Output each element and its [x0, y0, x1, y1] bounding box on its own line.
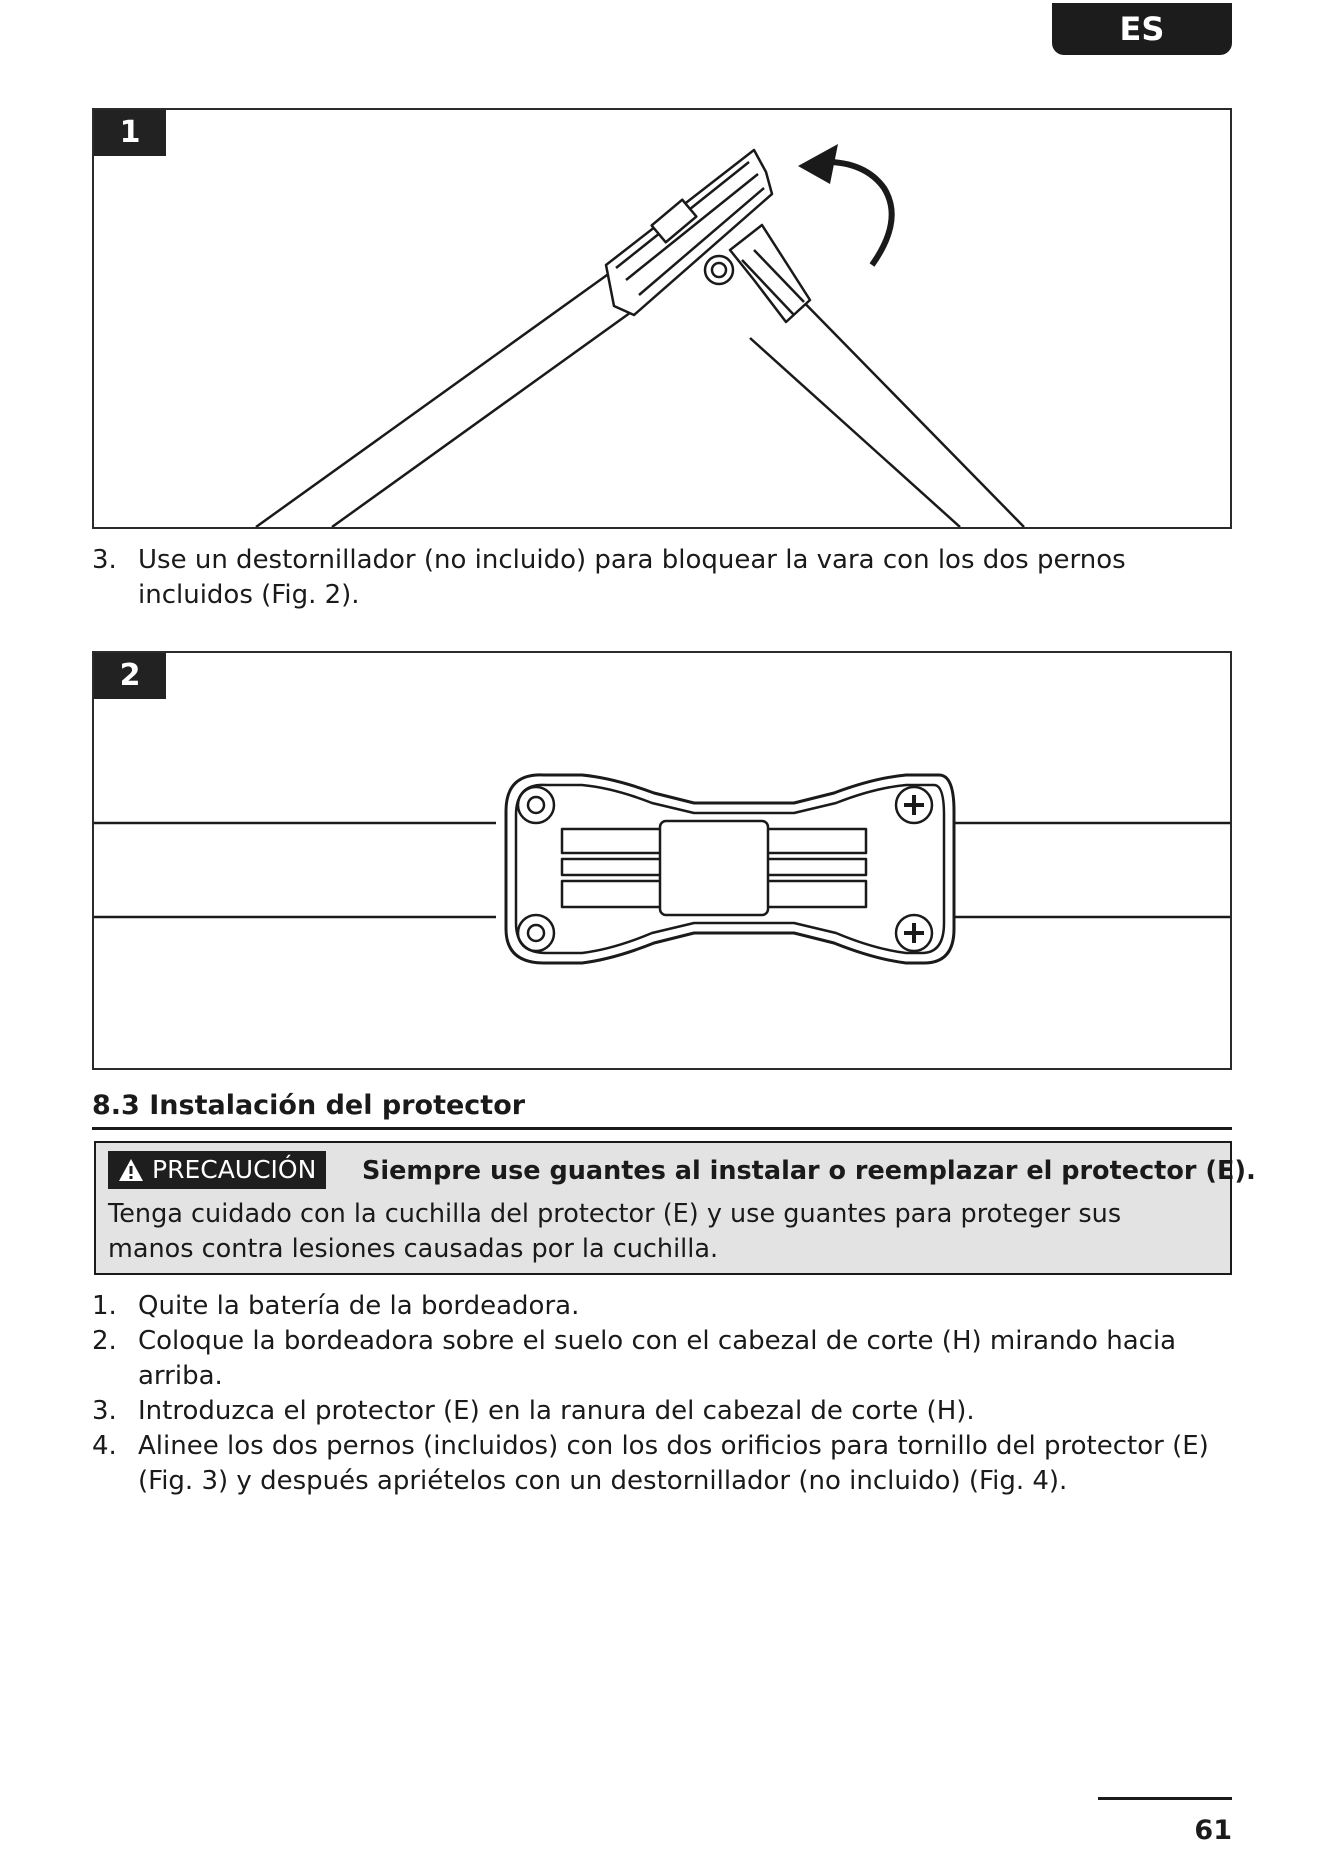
footer-rule	[1098, 1797, 1232, 1800]
caution-box	[94, 1141, 1256, 1275]
shaft-coupling-bolted-illustration	[94, 653, 1230, 1068]
list-item	[92, 1394, 1232, 1429]
step-text: Coloque la bordeadora sobre el suelo con el cabezal de corte (H) mirando hacia arriba.	[138, 1326, 1177, 1391]
list-item	[92, 1324, 1232, 1394]
figure-1	[92, 108, 1232, 529]
figure-number: 1	[94, 110, 166, 156]
caution-body: Tenga cuidado con la cuchilla del protector (E) y use guantes para proteger sus manos contra lesiones causadas por la cuchilla.	[108, 1199, 1122, 1264]
step-number: 2.	[92, 1326, 117, 1356]
step-text: Use un destornillador (no incluido) para bloquear la vara con los dos pernos incluidos (Fig. 2).	[138, 545, 1126, 610]
figure-2	[92, 651, 1232, 1070]
step-number: 1.	[92, 1291, 117, 1321]
step-text: Quite la batería de la bordeadora.	[138, 1291, 580, 1321]
caution-heading: Siempre use guantes al instalar o reemplazar el protector (E).	[362, 1156, 1256, 1186]
page-number: 61	[1194, 1815, 1232, 1846]
step-text: Introduzca el protector (E) en la ranura del cabezal de corte (H).	[138, 1396, 975, 1426]
step-number: 3.	[92, 545, 117, 575]
instruction-step	[92, 543, 1232, 613]
caution-badge	[108, 1151, 326, 1189]
section-title: 8.3 Instalación del protector	[92, 1090, 1232, 1130]
step-number: 4.	[92, 1431, 117, 1461]
instruction-list	[92, 1289, 1232, 1499]
folding-shaft-illustration	[94, 110, 1230, 527]
list-item	[92, 1289, 1232, 1324]
figure-number: 2	[94, 653, 166, 699]
warning-triangle-icon	[118, 1158, 144, 1182]
caution-label: PRECAUCIÓN	[152, 1155, 317, 1184]
list-item	[92, 1429, 1232, 1499]
step-number: 3.	[92, 1396, 117, 1426]
language-tab: ES	[1052, 3, 1232, 55]
step-text: Alinee los dos pernos (incluidos) con los dos orificios para tornillo del protector (E) (Fig. 3) y después apriételos con un destornillador (no incluido) (Fig. 4).	[138, 1431, 1209, 1496]
